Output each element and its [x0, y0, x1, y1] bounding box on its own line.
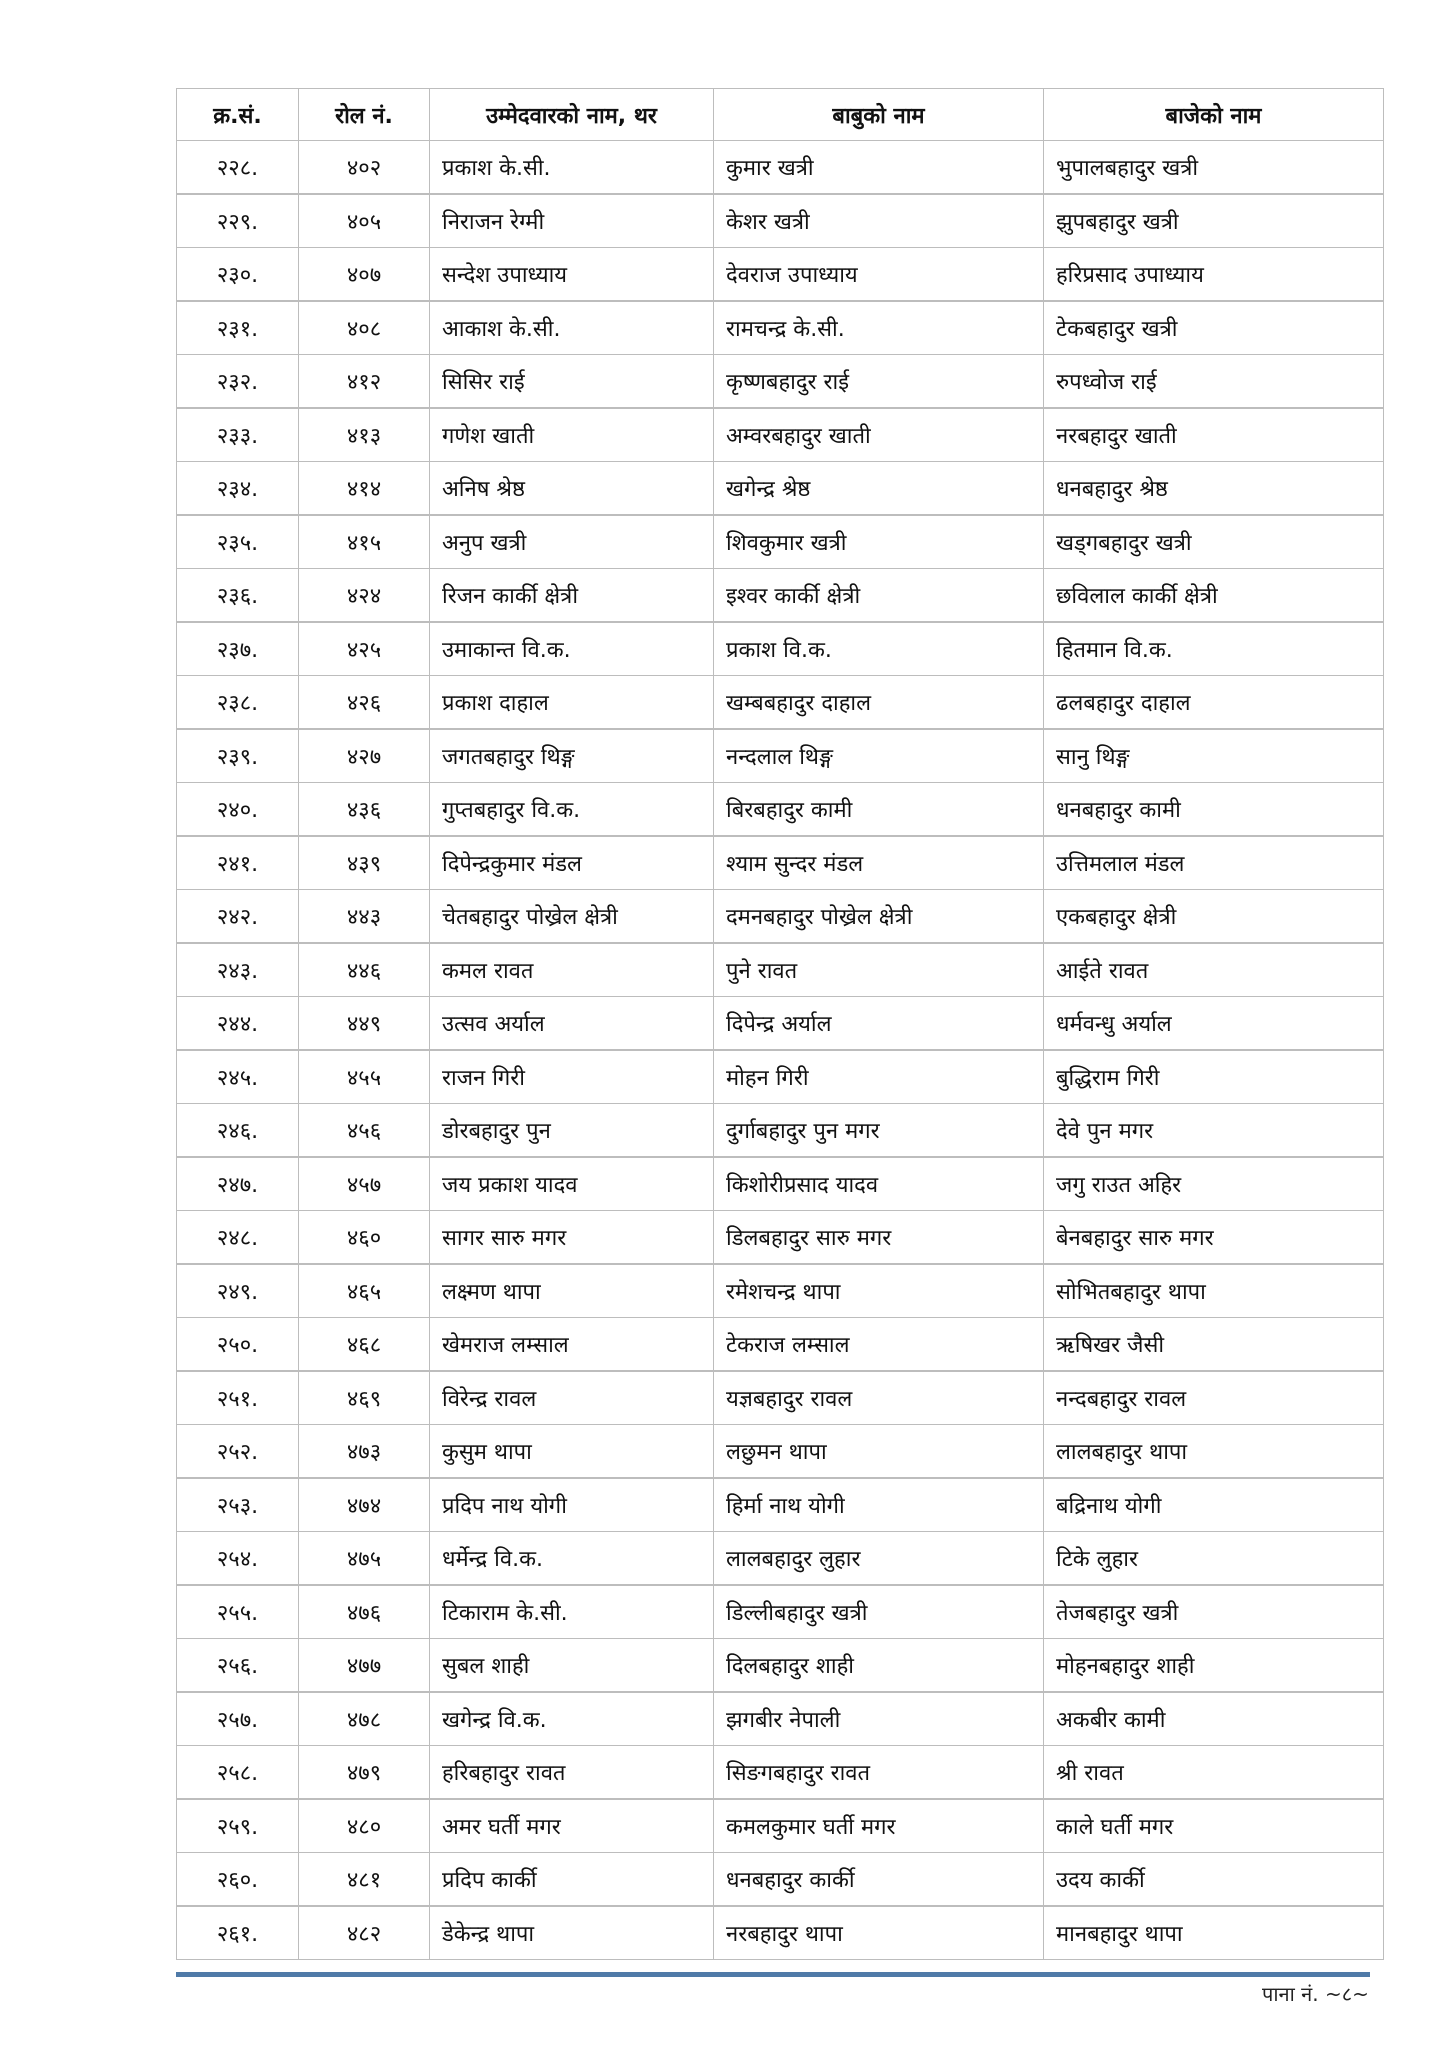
table-row — [177, 1853, 1384, 1907]
table-row — [177, 569, 1384, 623]
roll-number-cell: ४८१ — [299, 1853, 430, 1907]
table-row — [177, 1532, 1384, 1586]
father-name-cell: डिलबहादुर सारु मगर — [714, 1211, 1044, 1265]
father-name-cell: खम्बबहादुर दाहाल — [714, 676, 1044, 730]
father-name-cell: शिवकुमार खत्री — [714, 515, 1044, 569]
grandfather-name-cell: बद्रिनाथ योगी — [1044, 1478, 1384, 1532]
grandfather-name-cell: उदय कार्की — [1044, 1853, 1384, 1907]
header-candidate-name: उम्मेदवारको नाम, थर — [430, 89, 714, 141]
candidate-name-cell: चेतबहादुर पोख्रेल क्षेत्री — [430, 890, 714, 944]
roll-number-cell: ४७३ — [299, 1425, 430, 1479]
grandfather-name-cell: मोहनबहादुर शाही — [1044, 1639, 1384, 1693]
table-row — [177, 997, 1384, 1051]
serial-number-cell: २४८. — [177, 1211, 299, 1265]
grandfather-name-cell: बेनबहादुर सारु मगर — [1044, 1211, 1384, 1265]
father-name-cell: श्याम सुन्दर मंडल — [714, 836, 1044, 890]
candidate-name-cell: धर्मेन्द्र वि.क. — [430, 1532, 714, 1586]
table-row — [177, 1585, 1384, 1639]
footer-rule — [176, 1972, 1370, 1977]
candidate-name-cell: प्रदिप नाथ योगी — [430, 1478, 714, 1532]
serial-number-cell: २३१. — [177, 301, 299, 355]
candidate-name-cell: सुबल शाही — [430, 1639, 714, 1693]
roll-number-cell: ४६९ — [299, 1371, 430, 1425]
serial-number-cell: २३६. — [177, 569, 299, 623]
father-name-cell: दिलबहादुर शाही — [714, 1639, 1044, 1693]
grandfather-name-cell: श्री रावत — [1044, 1746, 1384, 1800]
candidate-name-cell: गुप्तबहादुर वि.क. — [430, 783, 714, 837]
table-row — [177, 1906, 1384, 1960]
candidate-name-cell: सिसिर राई — [430, 355, 714, 409]
serial-number-cell: २४४. — [177, 997, 299, 1051]
candidate-name-cell: डेकेन्द्र थापा — [430, 1906, 714, 1960]
roll-number-cell: ४१५ — [299, 515, 430, 569]
table-row — [177, 1799, 1384, 1853]
table-row — [177, 1104, 1384, 1158]
table-row — [177, 301, 1384, 355]
serial-number-cell: २३७. — [177, 622, 299, 676]
serial-number-cell: २५३. — [177, 1478, 299, 1532]
grandfather-name-cell: धनबहादुर कामी — [1044, 783, 1384, 837]
serial-number-cell: २३२. — [177, 355, 299, 409]
table-row — [177, 515, 1384, 569]
page-number: पाना नं. ~८~ — [1262, 1982, 1369, 2006]
father-name-cell: कुमार खत्री — [714, 141, 1044, 195]
serial-number-cell: २४७. — [177, 1157, 299, 1211]
serial-number-cell: २२९. — [177, 194, 299, 248]
serial-number-cell: २५२. — [177, 1425, 299, 1479]
serial-number-cell: २६१. — [177, 1906, 299, 1960]
header-serial-number: क्र.सं. — [177, 89, 299, 141]
roll-number-cell: ४३६ — [299, 783, 430, 837]
serial-number-cell: २३०. — [177, 248, 299, 302]
serial-number-cell: २४३. — [177, 943, 299, 997]
serial-number-cell: २५७. — [177, 1692, 299, 1746]
grandfather-name-cell: भुपालबहादुर खत्री — [1044, 141, 1384, 195]
candidate-name-cell: रिजन कार्की क्षेत्री — [430, 569, 714, 623]
roll-number-cell: ४४९ — [299, 997, 430, 1051]
candidate-name-cell: निराजन रेग्मी — [430, 194, 714, 248]
header-father-name: बाबुको नाम — [714, 89, 1044, 141]
candidate-name-cell: उत्सव अर्याल — [430, 997, 714, 1051]
serial-number-cell: २५९. — [177, 1799, 299, 1853]
table-row — [177, 408, 1384, 462]
father-name-cell: दिपेन्द्र अर्याल — [714, 997, 1044, 1051]
father-name-cell: इश्वर कार्की क्षेत्री — [714, 569, 1044, 623]
roll-number-cell: ४५७ — [299, 1157, 430, 1211]
grandfather-name-cell: सोभितबहादुर थापा — [1044, 1264, 1384, 1318]
serial-number-cell: २४९. — [177, 1264, 299, 1318]
roll-number-cell: ४४६ — [299, 943, 430, 997]
father-name-cell: यज्ञबहादुर रावल — [714, 1371, 1044, 1425]
father-name-cell: मोहन गिरी — [714, 1050, 1044, 1104]
grandfather-name-cell: नन्दबहादुर रावल — [1044, 1371, 1384, 1425]
candidate-name-cell: खेमराज लम्साल — [430, 1318, 714, 1372]
grandfather-name-cell: लालबहादुर थापा — [1044, 1425, 1384, 1479]
grandfather-name-cell: एकबहादुर क्षेत्री — [1044, 890, 1384, 944]
grandfather-name-cell: झुपबहादुर खत्री — [1044, 194, 1384, 248]
candidate-name-cell: प्रकाश के.सी. — [430, 141, 714, 195]
grandfather-name-cell: हितमान वि.क. — [1044, 622, 1384, 676]
header-grandfather-name: बाजेको नाम — [1044, 89, 1384, 141]
candidate-name-cell: उमाकान्त वि.क. — [430, 622, 714, 676]
serial-number-cell: २४५. — [177, 1050, 299, 1104]
serial-number-cell: २५६. — [177, 1639, 299, 1693]
father-name-cell: झगबीर नेपाली — [714, 1692, 1044, 1746]
candidate-list-table — [176, 88, 1384, 1960]
candidate-name-cell: प्रदिप कार्की — [430, 1853, 714, 1907]
roll-number-cell: ४१४ — [299, 462, 430, 516]
table-body — [177, 141, 1384, 1960]
father-name-cell: लालबहादुर लुहार — [714, 1532, 1044, 1586]
table-row — [177, 1746, 1384, 1800]
table-row — [177, 943, 1384, 997]
candidate-name-cell: गणेश खाती — [430, 408, 714, 462]
roll-number-cell: ४३९ — [299, 836, 430, 890]
roll-number-cell: ४१३ — [299, 408, 430, 462]
roll-number-cell: ४६० — [299, 1211, 430, 1265]
roll-number-cell: ४०८ — [299, 301, 430, 355]
roll-number-cell: ४४३ — [299, 890, 430, 944]
father-name-cell: लछुमन थापा — [714, 1425, 1044, 1479]
grandfather-name-cell: अकबीर कामी — [1044, 1692, 1384, 1746]
father-name-cell: केशर खत्री — [714, 194, 1044, 248]
roll-number-cell: ४६५ — [299, 1264, 430, 1318]
grandfather-name-cell: बुद्धिराम गिरी — [1044, 1050, 1384, 1104]
grandfather-name-cell: काले घर्ती मगर — [1044, 1799, 1384, 1853]
roll-number-cell: ४५६ — [299, 1104, 430, 1158]
table-row — [177, 1264, 1384, 1318]
grandfather-name-cell: खड्गबहादुर खत्री — [1044, 515, 1384, 569]
roll-number-cell: ४६८ — [299, 1318, 430, 1372]
table-row — [177, 462, 1384, 516]
roll-number-cell: ४७८ — [299, 1692, 430, 1746]
candidate-name-cell: डोरबहादुर पुन — [430, 1104, 714, 1158]
header-roll-number: रोल नं. — [299, 89, 430, 141]
table-row — [177, 1425, 1384, 1479]
father-name-cell: बिरबहादुर कामी — [714, 783, 1044, 837]
roll-number-cell: ४७५ — [299, 1532, 430, 1586]
grandfather-name-cell: रुपध्वोज राई — [1044, 355, 1384, 409]
table-row — [177, 729, 1384, 783]
serial-number-cell: २३५. — [177, 515, 299, 569]
grandfather-name-cell: मानबहादुर थापा — [1044, 1906, 1384, 1960]
table-row — [177, 1318, 1384, 1372]
roll-number-cell: ४२७ — [299, 729, 430, 783]
candidate-name-cell: हरिबहादुर रावत — [430, 1746, 714, 1800]
table-row — [177, 1050, 1384, 1104]
candidate-name-cell: प्रकाश दाहाल — [430, 676, 714, 730]
grandfather-name-cell: धनबहादुर श्रेष्ठ — [1044, 462, 1384, 516]
candidate-name-cell: खगेन्द्र वि.क. — [430, 1692, 714, 1746]
roll-number-cell: ४७७ — [299, 1639, 430, 1693]
table-row — [177, 1478, 1384, 1532]
candidate-name-cell: जगतबहादुर थिङ्ग — [430, 729, 714, 783]
candidate-name-cell: लक्ष्मण थापा — [430, 1264, 714, 1318]
candidate-name-cell: आकाश के.सी. — [430, 301, 714, 355]
table-row — [177, 890, 1384, 944]
father-name-cell: अम्वरबहादुर खाती — [714, 408, 1044, 462]
roll-number-cell: ४०५ — [299, 194, 430, 248]
serial-number-cell: २३३. — [177, 408, 299, 462]
roll-number-cell: ४२६ — [299, 676, 430, 730]
serial-number-cell: २६०. — [177, 1853, 299, 1907]
candidate-name-cell: राजन गिरी — [430, 1050, 714, 1104]
father-name-cell: हिर्मा नाथ योगी — [714, 1478, 1044, 1532]
serial-number-cell: २४०. — [177, 783, 299, 837]
father-name-cell: नन्दलाल थिङ्ग — [714, 729, 1044, 783]
candidate-name-cell: अमर घर्ती मगर — [430, 1799, 714, 1853]
serial-number-cell: २५५. — [177, 1585, 299, 1639]
grandfather-name-cell: धर्मवन्धु अर्याल — [1044, 997, 1384, 1051]
grandfather-name-cell: हरिप्रसाद उपाध्याय — [1044, 248, 1384, 302]
roll-number-cell: ४०२ — [299, 141, 430, 195]
roll-number-cell: ४०७ — [299, 248, 430, 302]
serial-number-cell: २५१. — [177, 1371, 299, 1425]
father-name-cell: धनबहादुर कार्की — [714, 1853, 1044, 1907]
table-row — [177, 836, 1384, 890]
father-name-cell: टेकराज लम्साल — [714, 1318, 1044, 1372]
candidate-name-cell: सागर सारु मगर — [430, 1211, 714, 1265]
grandfather-name-cell: टेकबहादुर खत्री — [1044, 301, 1384, 355]
grandfather-name-cell: नरबहादुर खाती — [1044, 408, 1384, 462]
roll-number-cell: ४१२ — [299, 355, 430, 409]
serial-number-cell: २४१. — [177, 836, 299, 890]
table-row — [177, 622, 1384, 676]
candidate-name-cell: विरेन्द्र रावल — [430, 1371, 714, 1425]
father-name-cell: कृष्णबहादुर राई — [714, 355, 1044, 409]
candidate-name-cell: सन्देश उपाध्याय — [430, 248, 714, 302]
father-name-cell: खगेन्द्र श्रेष्ठ — [714, 462, 1044, 516]
roll-number-cell: ४२४ — [299, 569, 430, 623]
table-row — [177, 783, 1384, 837]
candidate-name-cell: जय प्रकाश यादव — [430, 1157, 714, 1211]
table-row — [177, 1692, 1384, 1746]
serial-number-cell: २३४. — [177, 462, 299, 516]
father-name-cell: नरबहादुर थापा — [714, 1906, 1044, 1960]
table-row — [177, 248, 1384, 302]
candidate-name-cell: अनिष श्रेष्ठ — [430, 462, 714, 516]
father-name-cell: किशोरीप्रसाद यादव — [714, 1157, 1044, 1211]
father-name-cell: दुर्गाबहादुर पुन मगर — [714, 1104, 1044, 1158]
father-name-cell: डिल्लीबहादुर खत्री — [714, 1585, 1044, 1639]
grandfather-name-cell: उत्तिमलाल मंडल — [1044, 836, 1384, 890]
roll-number-cell: ४७९ — [299, 1746, 430, 1800]
grandfather-name-cell: सानु थिङ्ग — [1044, 729, 1384, 783]
roll-number-cell: ४२५ — [299, 622, 430, 676]
father-name-cell: देवराज उपाध्याय — [714, 248, 1044, 302]
table-row — [177, 676, 1384, 730]
father-name-cell: रामचन्द्र के.सी. — [714, 301, 1044, 355]
roll-number-cell: ४७६ — [299, 1585, 430, 1639]
candidate-name-cell: दिपेन्द्रकुमार मंडल — [430, 836, 714, 890]
table-row — [177, 1371, 1384, 1425]
table-row — [177, 1211, 1384, 1265]
table-row — [177, 141, 1384, 195]
serial-number-cell: २२८. — [177, 141, 299, 195]
table-row — [177, 1639, 1384, 1693]
grandfather-name-cell: आईते रावत — [1044, 943, 1384, 997]
candidate-name-cell: कुसुम थापा — [430, 1425, 714, 1479]
grandfather-name-cell: टिके लुहार — [1044, 1532, 1384, 1586]
grandfather-name-cell: जगु राउत अहिर — [1044, 1157, 1384, 1211]
father-name-cell: रमेशचन्द्र थापा — [714, 1264, 1044, 1318]
grandfather-name-cell: ढलबहादुर दाहाल — [1044, 676, 1384, 730]
roll-number-cell: ४८२ — [299, 1906, 430, 1960]
grandfather-name-cell: छविलाल कार्की क्षेत्री — [1044, 569, 1384, 623]
roll-number-cell: ४५५ — [299, 1050, 430, 1104]
father-name-cell: प्रकाश वि.क. — [714, 622, 1044, 676]
serial-number-cell: २५८. — [177, 1746, 299, 1800]
serial-number-cell: २३८. — [177, 676, 299, 730]
father-name-cell: दमनबहादुर पोख्रेल क्षेत्री — [714, 890, 1044, 944]
table-row — [177, 194, 1384, 248]
serial-number-cell: २५४. — [177, 1532, 299, 1586]
serial-number-cell: २३९. — [177, 729, 299, 783]
roll-number-cell: ४७४ — [299, 1478, 430, 1532]
serial-number-cell: २५०. — [177, 1318, 299, 1372]
table-header-row — [177, 89, 1384, 141]
candidate-name-cell: कमल रावत — [430, 943, 714, 997]
candidate-name-cell: टिकाराम के.सी. — [430, 1585, 714, 1639]
serial-number-cell: २४६. — [177, 1104, 299, 1158]
father-name-cell: कमलकुमार घर्ती मगर — [714, 1799, 1044, 1853]
father-name-cell: सिङगबहादुर रावत — [714, 1746, 1044, 1800]
table-row — [177, 355, 1384, 409]
table-row — [177, 1157, 1384, 1211]
serial-number-cell: २४२. — [177, 890, 299, 944]
roll-number-cell: ४८० — [299, 1799, 430, 1853]
grandfather-name-cell: देवे पुन मगर — [1044, 1104, 1384, 1158]
candidate-name-cell: अनुप खत्री — [430, 515, 714, 569]
father-name-cell: पुने रावत — [714, 943, 1044, 997]
grandfather-name-cell: ऋषिखर जैसी — [1044, 1318, 1384, 1372]
grandfather-name-cell: तेजबहादुर खत्री — [1044, 1585, 1384, 1639]
